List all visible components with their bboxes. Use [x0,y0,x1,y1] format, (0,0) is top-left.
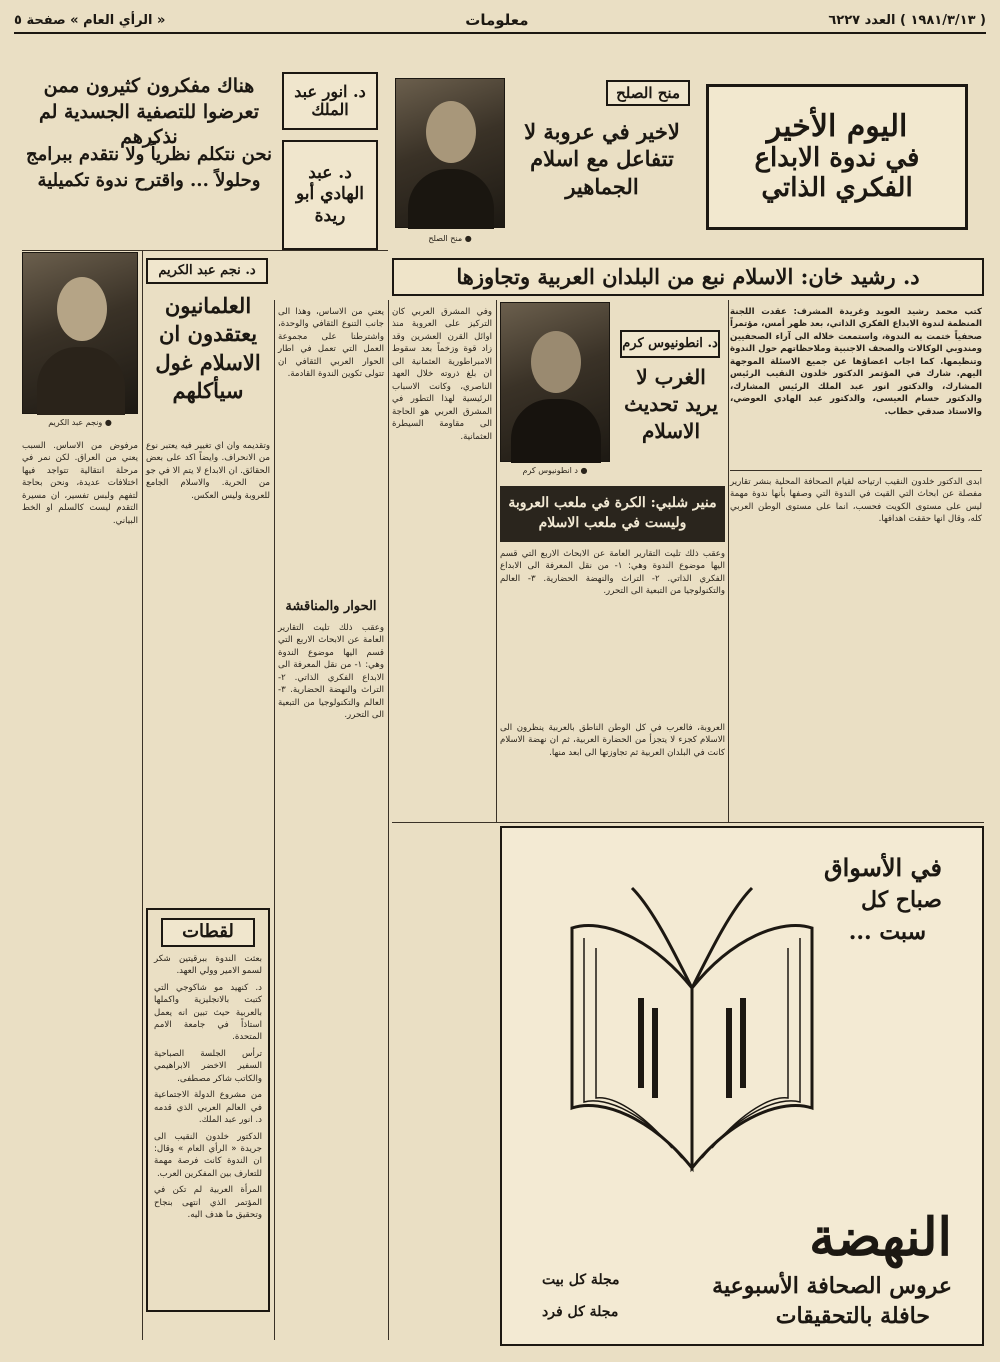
ad-brand: النهضة [809,1207,952,1268]
lugatat-title: لقطات [161,918,255,947]
najm-photo [22,252,138,414]
abdulhadi-name-tag: د. عبد الهادي أبو ريدة [282,140,378,250]
solh-headline: لاخير في عروبة لا تتفاعل مع اسلام الجماهير [524,119,680,199]
ad-slogan1: عروس الصحافة الأسبوعية [712,1273,952,1299]
abdulhadi-headline: نحن نتكلم نظرياً ولا نتقدم ببرامج وحلولاً ... واقترح ندوة تكميلية [26,144,272,192]
najm-name-tag: د. نجم عبد الكريم [146,258,268,284]
ad-tag1: مجلة كل بيت [542,1272,620,1288]
solh-name-tag: منح الصلح [606,80,690,106]
column-right-body: ابدى الدكتور خلدون النقيب ارتياحه لقيام الصحافة المحلية بنشر تقارير مفصلة عن ابحاث التي القيت في الندوة التي وصفها بأنها ندوة مهمة ليس على مستوى الكويت فحسب، انما على مستوى الوطن العربي كله، وقال انها حققت اهدافها. [730,477,982,525]
anwar-name-tag: د. انور عبد الملك [282,72,378,130]
rashid-banner: د. رشيد خان: الاسلام نبع من البلدان العربية وتجاوزها [392,258,984,296]
lugatat-item: المرأة العربية لم تكن في المؤتمر الذي انتهى بنجاح وتحقيق ما هدف اليه. [154,1185,262,1221]
page-reference: « الرأي العام » صفحة ٥ [14,12,166,28]
column-left-1: مرفوض من الاساس. السبب يعني من العراق. لكن نمر في مرحلة انتقالية تتواجد فيها اختلافات عديدة، ونحن بحاجة لتفهم ولبس تفسير، ان مسيرة التقدم ليست كالسلم او الخط البياني. [22,441,138,526]
issue-date: ( ١٩٨١/٣/١٣ ) العدد ٦٢٢٧ [828,12,986,28]
column-left-2: وتقديمه وان اي تغيير فيه يعتبر نوع من الانحراف. وايضاً اكد على بعض الحقائق. ان الابداع لا يتم الا في جو من الحرية. والاسلام الجامع للعروبة وليس العكس. [146,441,270,501]
anwar-headline: هناك مفكرون كثيرون ممن تعرضوا للتصفية الجسدية لم نذكرهم [39,75,259,149]
column-left-3b: وعقب ذلك تليت التقارير العامة عن الابحاث الاربع التي قسم اليها موضوع الندوة وهي: ١- من نقل المعرفة الى الابداع الفكري الذاتي. ٢- التراث والنهضة الحضارية. ٣- العالم والتكنولوجيا من التبعية الى التحرر. [278,623,384,721]
karam-name-tag: د. انطونيوس كرم [620,330,720,358]
lugatat-item: الدكتور خلدون النقيب الى جريدة « الرأي العام » وقال: ان الندوة كانت فرصة مهمة للتعارف بين المفكرين العرب. [154,1131,262,1179]
solh-photo [395,78,505,228]
column-middle-2: العروبة، فالعرب في كل الوطن الناطق بالعربية ينظرون الى الاسلام كجزء لا يتجزأ من الحضارة العربية، ثم ان نهضة الاسلام كانت في البلدان العربية ثم تجاوزتها الى ابعد منها. [500,723,725,758]
main-headline-line2: في ندوة الابداع [754,143,920,174]
lugatat-item: د. كنهيد مو شاكوجي التي كتبت بالانجليزية واكملها بالعربية حيث تبين انه يعمل استاذاً في جامعة الامم المتحدة. [154,982,262,1043]
lugatat-list [148,953,268,1222]
lugatat-box [146,908,270,1312]
lugatat-item: من مشروع الدولة الاجتماعية في العالم العربي الذي قدمه د. انور عبد الملك. [154,1090,262,1126]
solh-photo-caption: ● منح الصلح [428,234,472,243]
najm-headline: العلمانيون يعتقدون ان الاسلام غول سيأكلهم [155,293,261,404]
karam-headline: الغرب لا يريد تحديث الاسلام [624,365,718,443]
nahda-advertisement [500,826,984,1346]
dialogue-heading: الحوار والمناقشة [285,599,377,614]
ad-top-line2: صباح كل [860,887,942,913]
column-middle-3: وعقب ذلك تليت التقارير العامة عن الابحاث الاربع التي قسم اليها موضوع الندوة وهي: ١- من نقل المعرفة الى الابداع الفكري الذاتي. ٢- التراث والنهضة الحضارية. ٣- العالم والتكنولوجيا من التبعية الى التحرر. [500,549,726,597]
column-left-3: يعني من الاساس، وهذا الى جانب التنوع الثقافي والوحدة، واشترطنا على مجموعة العمل التي تعمل في اطار الحوار العربي الثقافي ان تتولى تكوين الندوة القادمة. [278,307,384,380]
main-headline-line3: الفكري الذاتي [761,173,913,204]
ad-top-line1: في الأسواق [824,853,942,882]
masthead [14,8,986,34]
section-name: معلومات [465,11,529,29]
intro-text: كتب محمد رشيد العويد وغريدة المشرف: عقدت اللجنة المنظمة لندوة الابداع الفكري الذاتي، بعد ظهر أمس، مؤتمراً صحفياً ختمت به الندوة، واستمعت خلاله الى آراء الصحفيين ومندوبي الوكالات والصحف الاجنبية وملاحظاتهم حول الندوة وتنظيمها. كما اجاب اعضاؤها عن جميع الاسئلة الموجهة اليهم. شارك في المؤتمر الدكتور خلدون النقيب الرئيس المشارك، والدكتور انور عبد الملك الرئيس المشارك، والدكتور حسام العيسى، والدكتور عبد الهادي العوضي، والاستاذ صدقي حطاب. [730,307,982,417]
column-middle-1: وفي المشرق العربي كان التركيز على العروبة منذ اوائل القرن العشرين وقد زاد قوة وزخماً بعد سقوط الامبراطورية العثمانية الى ان بلغ ذروته خلال العهد الناصري، وكانت الاسباب الرئيسية لهذا التطور في المشرق العربي هو الحاجة الى مقاومة السيطرة العثمانية. [392,307,492,442]
lugatat-item: بعثت الندوة ببرقيتين شكر لسمو الامير وولي العهد. [154,953,262,977]
karam-photo-caption: ● د انطونيوس كرم [522,466,588,475]
main-headline-line1: اليوم الأخير [766,108,908,144]
karam-photo [500,302,610,462]
ad-tag2: مجلة كل فرد [542,1304,619,1320]
mounir-headline-box: منير شلبي: الكرة في ملعب العروبة وليست في ملعب الاسلام [500,486,725,542]
lugatat-item: ترأس الجلسة الصباحية السفير الاخضر الابراهيمي والكاتب شاكر مصطفى. [154,1048,262,1084]
ad-top-line3: سبت ... [848,919,926,945]
open-book-illustration [542,868,842,1198]
solh-story [510,70,690,260]
najm-photo-caption: ● ونجم عبد الكريم [48,418,112,427]
ad-slogan2: حافلة بالتحقيقات [775,1303,930,1329]
main-headline-box [706,84,968,230]
